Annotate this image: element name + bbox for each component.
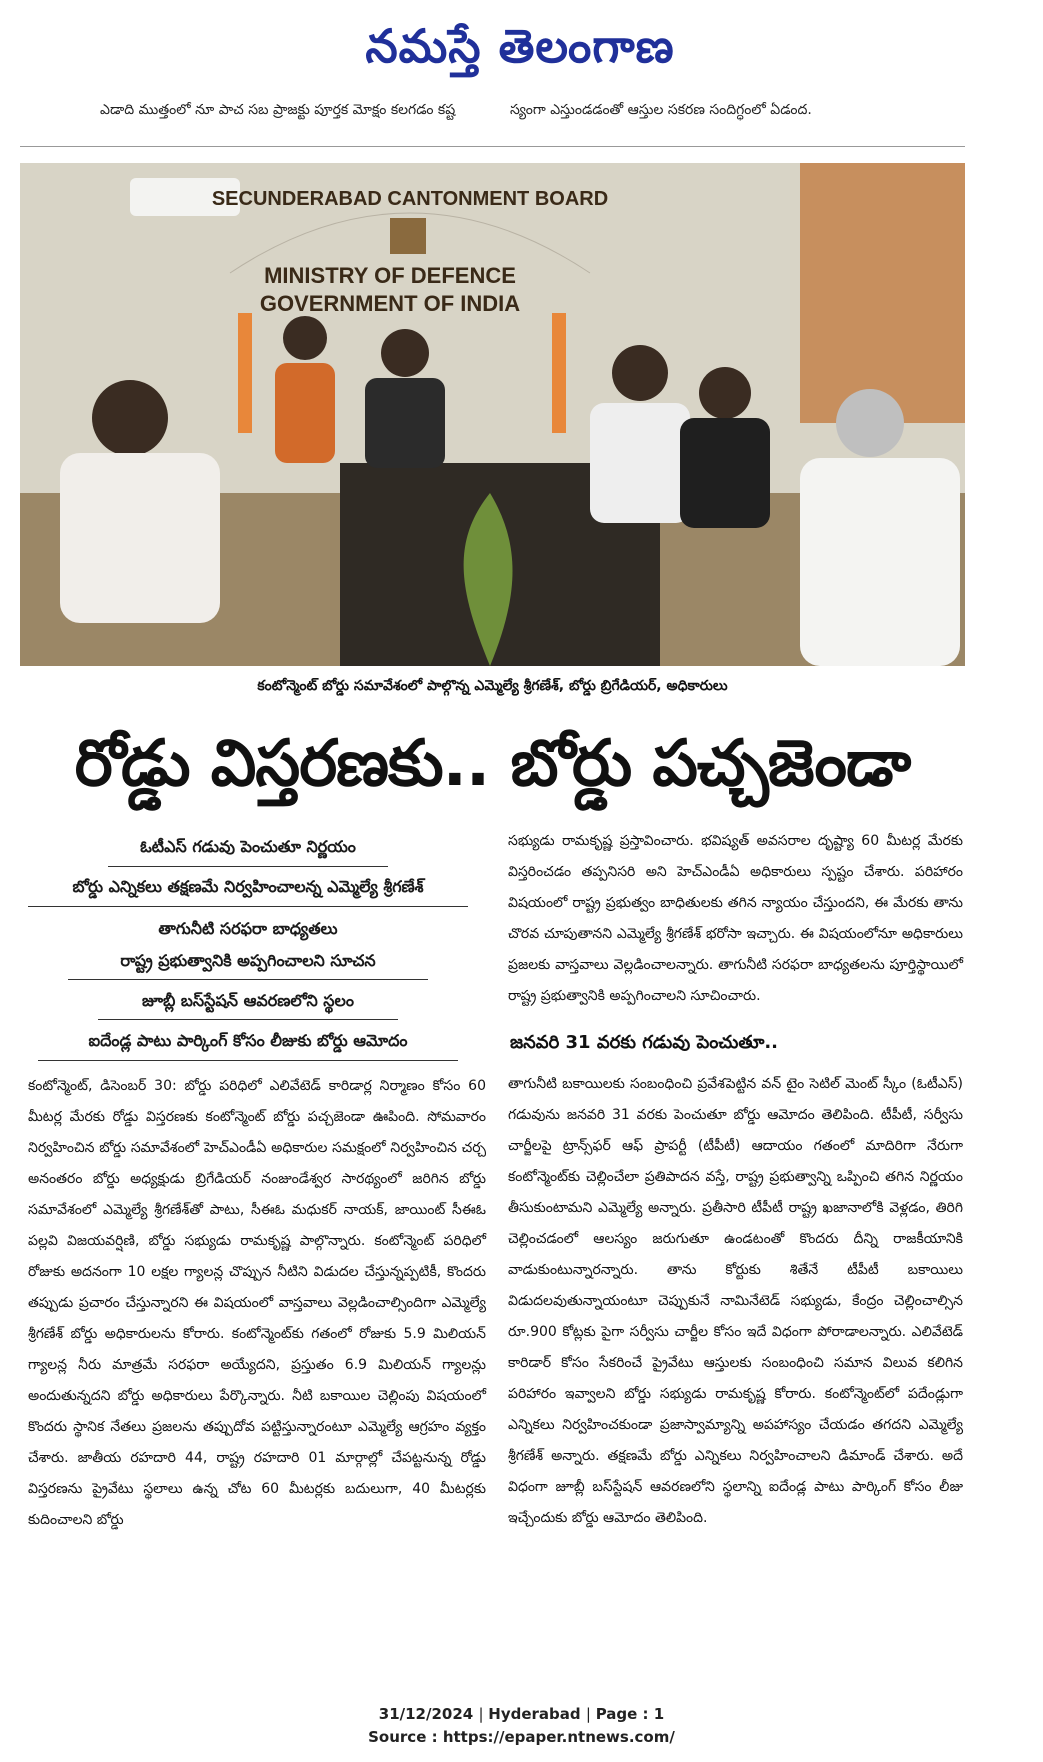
person-far-right — [836, 389, 904, 457]
deck-underline-6 — [38, 1060, 458, 1061]
body-right-bottom-text: తాగునీటి బకాయిలకు సంబంధించి ప్రవేశపెట్టిన వన్ టైం సెటిల్ మెంట్ స్కీం (ఓటీఎస్) గడువును జనవరి 31 వరకు పెంచుతూ బోర్డు ఆమోదం తెలిపింది. టీపీటీ, సర్వీసు చార్జీలపై ట్రాన్స్‌ఫర్ ఆఫ్ ప్రాపర్టీ (టీపీటీ) ఆదాయం గతంలో మాదిరిగా నేరుగా కంటోన్మెంట్‌కు చెల్లించేలా ప్రతిపాదన వస్తే, రాష్ట్ర ప్రభుత్వాన్ని ఒప్పించి తగిన నిర్ణయం తీసుకుంటామని ఎమ్మెల్యే అన్నారు. ప్రతీసారి టీపీటీ రాష్ట్ర ఖజానాలోకి వెళ్లడం, తిరిగి చెల్లించడంలో ఆలస్యం జరుగుతూ ఉండటంతో కొందరు దీన్ని రాజకీయానికి వాడుకుంటున్నారన్నారు. తాను కోర్టుకు శితేనే టీపీటీ బకాయిలు విడుదలవుతున్నాయంటూ చెప్పుకునే నామినేటెడ్ సభ్యుడు, కేంద్రం చెల్లించాల్సిన రూ.900 కోట్లకు పైగా సర్వీసు చార్జీల కోసం ఇదే విధంగా పోరాడాలన్నారు. ఎలివేటెడ్ కారిడార్ కోసం సేకరించే ప్రైవేటు ఆస్తులకు సంబంధించి సమాన విలువ కలిగిన పరిహారం ఇవ్వాలని బోర్డు సభ్యుడు రామకృష్ణ కోరారు. కంటోన్మెంట్‌లో పదేండ్లుగా ఎన్నికలు నిర్వహించకుండా ప్రజాస్వామ్యాన్ని అపహాస్యం చేయడం తగదని ఎమ్మెల్యే శ్రీగణేశ్ అన్నారు. తక్షణమే బోర్డు ఎన్నికలు నిర్వహించాలని డిమాండ్ చేశారు. అదే విధంగా జూబ్లీ బస్‌స్టేషన్ ఆవరణలోని స్థలాన్ని ఐదేండ్ల పాటు పార్కింగ్ కోసం లీజు ఇచ్చేందుకు బోర్డు ఆమోదం తెలిపింది. — [508, 1076, 963, 1526]
board-line1: MINISTRY OF DEFENCE — [264, 263, 516, 288]
person-brigadier-body — [365, 378, 445, 468]
person-woman-right-body — [680, 418, 770, 528]
deck-line-4: రాష్ట్ర ప్రభుత్వానికి అప్పగించాలని సూచన — [120, 951, 376, 970]
masthead-title: నమస్తే తెలంగాణ — [365, 19, 675, 73]
deck-line-2: బోర్డు ఎన్నికలు తక్షణమే నిర్వహించాలన్న ఎమ్మెల్యే శ్రీగణేశ్ — [72, 877, 424, 896]
person-woman-right — [699, 367, 751, 419]
top-divider — [20, 146, 965, 147]
body-right-top-text: సభ్యుడు రామకృష్ణ ప్రస్తావించారు. భవిష్యత్ అవసరాల దృష్ట్యా 60 మీటర్ల మేరకు విస్తరించడం తప్పనిసరి అని హెచ్ఎండీఏ అధికారులు స్పష్టం చేశారు. పరిహారం విషయంలో రాష్ట్ర ప్రభుత్వం బాధితులకు తగిన న్యాయం చేస్తుందని, ఈ మేరకు తాను చొరవ చూపుతానని ఎమ్మెల్యే శ్రీగణేశ్ భరోసా ఇచ్చారు. ఈ విషయంలోనూ అధికారులు ప్రజలకు వాస్తవాలు వెల్లడించాలన్నారు. తాగునీటి సరఫరా బాధ్యతలను పూర్తిస్థాయిలో రాష్ట్ర ప్రభుత్వానికి అప్పగించాలని సూచించారు. — [508, 833, 963, 1004]
body-left-text: కంటోన్మెంట్, డిసెంబర్ 30: బోర్డు పరిధిలో ఎలివేటెడ్ కారిడార్ల నిర్మాణం కోసం 60 మీటర్ల మేరకు రోడ్డు విస్తరణకు కంటోన్మెంట్ బోర్డు పచ్చజెండా ఊపింది. సోమవారం నిర్వహించిన బోర్డు సమావేశంలో హెచ్ఎండీఏ అధికారుల సమక్షంలో నిర్వహించిన చర్చ అనంతరం బోర్డు అధ్యక్షుడు బ్రిగేడియర్ నంజుండేశ్వర సారథ్యంలో జరిగిన బోర్డు సమావేశంలో ఎమ్మెల్యే శ్రీగణేశ్‌తో పాటు, సీఈఓ మధుకర్ నాయక్, జాయింట్ సీఈఓ పల్లవి విజయవర్షిణి, బోర్డు సభ్యుడు రామకృష్ణ పాల్గొన్నారు. కంటోన్మెంట్ పరిధిలో రోజుకు అదనంగా 10 లక్షల గ్యాలన్ల చొప్పున నీటిని విడుదల చేస్తున్నప్పటికీ, కొందరు తప్పుడు ప్రచారం చేస్తున్నారని ఈ విషయంలో వాస్తవాలు వెల్లడించాల్సిందిగా ఎమ్మెల్యే శ్రీగణేశ్ బోర్డు అధికారులను కోరారు. కంటోన్మెంట్‌కు గతంలో రోజుకు 5.9 మిలియన్ గ్యాలన్ల నీరు మాత్రమే సరఫరా అయ్యేదని, ప్రస్తుతం 6.9 మిలియన్ గ్యాలన్లు అందుతున్నదని బోర్డు అధికారులు పేర్కొన్నారు. నీటి బకాయిల చెల్లింపు విషయంలో కొందరు స్థానిక నేతలు ప్రజలను తప్పుదోవ పట్టిస్తున్నారంటూ ఎమ్మెల్యే ఆగ్రహం వ్యక్తం చేశారు. జాతీయ రహదారి 44, రాష్ట్ర రహదారి 01 మార్గాల్లో చేపట్టనున్న రోడ్డు విస్తరణను ప్రైవేటు స్థలాలు ఉన్న చోట 60 మీటర్లకు బదులుగా, 40 మీటర్లకు కుదించాలని బోర్డు — [28, 1078, 486, 1528]
deck-line-5: జూబ్లీ బస్‌స్టేషన్ ఆవరణలోని స్థలం — [141, 991, 354, 1010]
deck-underline-4 — [68, 979, 428, 980]
person-brigadier — [381, 329, 429, 377]
photo-door — [800, 163, 965, 423]
deck-underline-5 — [98, 1019, 398, 1020]
cut-text-left: ఎడాది ముత్తంలో నూ పాచ సబ ప్రాజక్టు పూర్తక మోక్షం కలగడం కష్ట — [100, 102, 456, 118]
deck-underline-2 — [28, 906, 468, 907]
deck-underline-1 — [108, 866, 388, 867]
flag-right — [552, 313, 566, 433]
emblem — [390, 218, 426, 254]
deck-line-6: ఐదేండ్ల పాటు పార్కింగ్ కోసం లీజుకు బోర్డు ఆమోదం — [88, 1031, 408, 1050]
person-right — [612, 345, 668, 401]
flag-left — [238, 313, 252, 433]
deck-line-3: తాగునీటి సరఫరా బాధ్యతలు — [158, 919, 338, 938]
person-woman-body — [275, 363, 335, 463]
cut-text-right: స్యంగా ఎస్తుండడంతో ఆస్తుల సకరణ సందిగ్ధంలో ఏడంద. — [510, 102, 812, 118]
subheading: జనవరి 31 వరకు గడువు పెంచుతూ.. — [510, 1032, 779, 1053]
person-left — [92, 380, 168, 456]
footer-city: Hyderabad — [488, 1705, 581, 1723]
footer-separator: | — [478, 1705, 489, 1723]
person-woman — [283, 316, 327, 360]
board-arch-text: SECUNDERABAD CANTONMENT BOARD — [211, 188, 609, 210]
footer-separator: | — [585, 1705, 596, 1723]
article-body-left — [28, 1071, 486, 1585]
headline: రోడ్డు విస్తరణకు.. బోర్డు పచ్చజెండా — [74, 727, 911, 801]
meeting-photo-illustration — [20, 163, 965, 666]
deck-line-1: ఓటీఎస్ గడువు పెంచుతూ నిర్ణయం — [140, 837, 356, 856]
footer-page: Page : 1 — [595, 1705, 665, 1723]
footer-meta — [0, 1703, 1043, 1725]
footer-source[interactable]: Source : https://epaper.ntnews.com/ — [368, 1728, 675, 1746]
article-body-right-bottom — [508, 1069, 963, 1589]
photo-caption: కంటోన్మెంట్ బోర్డు సమావేశంలో పాల్గొన్న ఎమ్మెల్యే శ్రీగణేశ్, బోర్డు బ్రిగేడియర్, అధికారులు — [257, 678, 728, 694]
person-right-body — [590, 403, 690, 523]
article-body-right-top — [508, 826, 963, 1022]
person-left-body — [60, 453, 220, 623]
footer-date: 31/12/2024 — [378, 1705, 474, 1723]
board-line2: GOVERNMENT OF INDIA — [259, 291, 521, 316]
person-far-right-body — [800, 458, 960, 666]
news-photo — [20, 163, 965, 666]
